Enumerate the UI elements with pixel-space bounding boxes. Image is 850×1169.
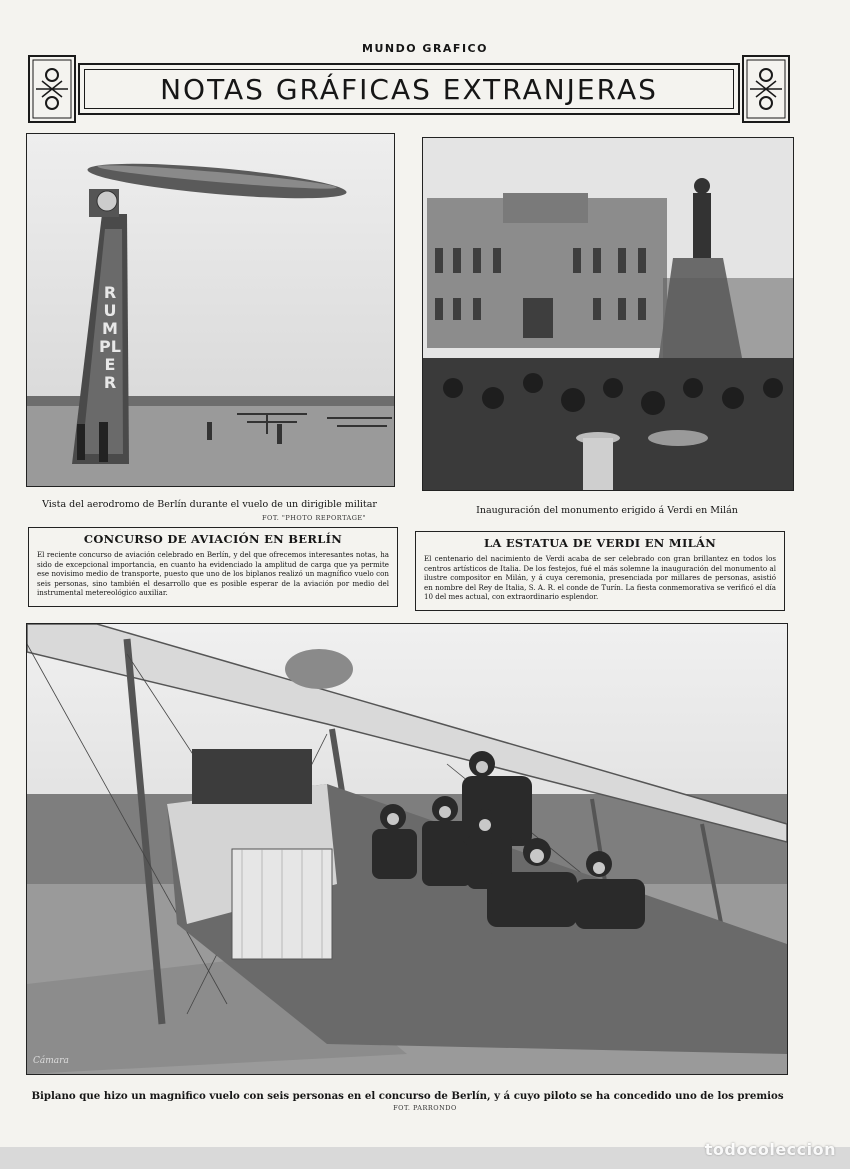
verdi-monument-illustration [423, 138, 793, 490]
tower-lettering: RUMPLER [99, 283, 121, 392]
aerodrome-illustration [27, 134, 394, 486]
article-verdi-statue [415, 531, 785, 611]
watermark: todocoleccion [704, 1140, 836, 1159]
biplane-illustration [27, 624, 787, 1074]
biplane-caption: Biplano que hizo un magnifico vuelo con seis personas en el concurso de Berlín, y á cuyo piloto se ha concedido uno de los premios [31, 1090, 784, 1102]
verdi-caption: Inauguración del monumento erigido á Verdi en Milán [476, 505, 738, 516]
photographer-signature: Cámara [33, 1056, 69, 1066]
aerodrome-photo-credit: FOT. "PHOTO REPORTAGE" [262, 514, 367, 522]
article-berlin-body: El reciente concurso de aviación celebrado en Berlín, y del que ofrecemos interesantes notas, ha sido de excepcional importancia, en cuanto ha evidenciado la amplitud de carga que ya permite ese novisimo medio de transporte, puesto que uno de los biplanos realizó un magnífico vuelo con seis personas, sino también el desarrollo que es posible esperar de la aviación por medio del instrumental metereológico auxiliar. [37, 550, 389, 597]
biplane-photo-credit: FOT. PARRONDO [393, 1104, 457, 1112]
biplane-photo [26, 623, 788, 1075]
running-head: MUNDO GRAFICO [362, 42, 488, 55]
aerodrome-caption: Vista del aerodromo de Berlín durante el vuelo de un dirigible militar [42, 499, 377, 510]
article-verdi-body: El centenario del nacimiento de Verdi acaba de ser celebrado con gran brillantez en todos los centros artísticos de Italia. De los festejos, fué el más solemne la inauguración del monumento al ilustre compositor en Milán, y á cuya ceremonia, presenciada por millares de personas, asistió en nombre del Rey de Italia, S. A. R. el conde de Turín. La fiesta conmemorativa se verificó el día 10 del mes actual, con extraordinario esplendor. [424, 554, 776, 601]
right-ornament-icon [742, 55, 790, 123]
left-ornament-icon [28, 55, 76, 123]
article-verdi-heading: LA ESTATUA DE VERDI EN MILÁN [483, 536, 717, 550]
article-berlin-heading: CONCURSO DE AVIACIÓN EN BERLÍN [83, 532, 343, 546]
title-banner [78, 63, 740, 115]
article-berlin-aviation [28, 527, 398, 607]
page-title: NOTAS GRÁFICAS EXTRANJERAS [84, 69, 734, 109]
verdi-monument-photo [422, 137, 794, 491]
aerodrome-photo [26, 133, 395, 487]
